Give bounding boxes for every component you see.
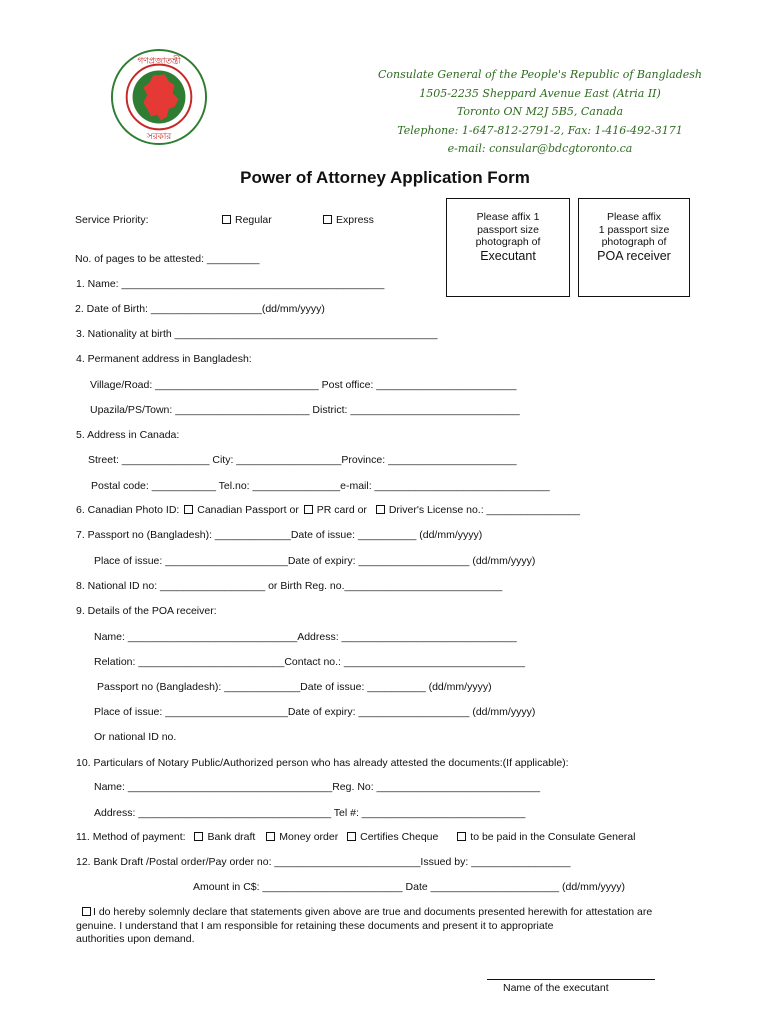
photo-box-executant (446, 198, 570, 297)
svg-text:সরকার: সরকার (146, 132, 172, 143)
poa-receiver-heading: 9. Details of the POA receiver: (76, 605, 217, 617)
nationality-field[interactable]: 3. Nationality at birth _____________________________________________ (76, 328, 438, 340)
bank-draft-checkbox[interactable] (194, 832, 203, 841)
signature-label: Name of the executant (503, 982, 609, 994)
national-id-field[interactable]: 8. National ID no: __________________ or Birth Reg. no.___________________________ (76, 580, 503, 592)
declaration (76, 906, 726, 947)
certified-cheque-label: Certifies Cheque (360, 831, 439, 843)
notary-heading: 10. Particulars of Notary Public/Authorized person who has already attested the documents:(If applicable): (76, 757, 569, 769)
passport-issue-expiry-field[interactable]: Place of issue: _____________________Date of expiry: ___________________ (dd/mm/yyyy) (94, 555, 536, 567)
consulate-header (300, 66, 770, 159)
bd-passport-field[interactable]: 7. Passport no (Bangladesh): _____________Date of issue: __________ (dd/mm/yyyy) (76, 529, 483, 541)
street-city-province-field[interactable]: Street: _______________ City: __________________Province: ______________________ (88, 454, 517, 466)
poa-national-id-field[interactable]: Or national ID no. (94, 731, 177, 743)
notary-address-tel-field[interactable]: Address: _________________________________ Tel #: ____________________________ (94, 807, 526, 819)
consulate-name: Consulate General of the People's Republic of Bangladesh (377, 68, 703, 81)
consulate-address-line1: 1505-2235 Sheppard Avenue East (Atria II) (419, 86, 661, 100)
photo-box-executant-line2: passport size (477, 223, 539, 236)
bangladesh-government-seal (110, 48, 208, 146)
photo-box-poa-line2: 1 passport size (598, 223, 670, 236)
express-label: Express (336, 214, 374, 226)
svg-text:গণপ্রজাতন্ত্রী: গণপ্রজাতন্ত্রী (137, 56, 181, 67)
photo-box-poa-receiver (578, 198, 690, 297)
pay-at-consulate-checkbox[interactable] (457, 832, 466, 841)
village-postoffice-field[interactable]: Village/Road: ____________________________ Post office: ________________________ (90, 379, 517, 391)
notary-name-reg-field[interactable]: Name: ___________________________________Reg. No: ____________________________ (94, 781, 541, 793)
money-order-label: Money order (279, 831, 339, 843)
declaration-checkbox[interactable] (82, 907, 91, 916)
photo-box-executant-line1: Please affix 1 (476, 211, 540, 223)
service-priority-label: Service Priority: (75, 214, 149, 226)
bank-draft-number-field[interactable]: 12. Bank Draft /Postal order/Pay order no: _________________________Issued by: _________________ (76, 856, 571, 868)
bank-draft-label: Bank draft (207, 831, 256, 843)
canadian-passport-checkbox[interactable] (184, 505, 193, 514)
name-field[interactable]: 1. Name: _____________________________________________ (76, 278, 385, 290)
payment-method-label: 11. Method of payment: (76, 831, 186, 843)
consulate-address-line2: Toronto ON M2J 5B5, Canada (456, 105, 624, 118)
bd-address-heading: 4. Permanent address in Bangladesh: (76, 353, 252, 365)
consulate-phone-fax: Telephone: 1-647-812-2791-2, Fax: 1-416-492-3171 (397, 123, 683, 137)
pay-at-consulate-label: to be paid in the Consulate General (470, 831, 636, 843)
photo-box-executant-line4: Executant (480, 248, 536, 263)
upazila-district-field[interactable]: Upazila/PS/Town: _______________________ District: _____________________________ (90, 404, 520, 416)
postal-tel-email-field[interactable]: Postal code: ___________ Tel.no: _______________e-mail: ______________________________ (91, 480, 550, 492)
photo-box-poa-line4: POA receiver (597, 248, 671, 263)
signature-line[interactable] (487, 979, 655, 980)
money-order-checkbox[interactable] (266, 832, 275, 841)
poa-passport-field[interactable]: Passport no (Bangladesh): _____________Date of issue: __________ (dd/mm/yyyy) (97, 681, 492, 693)
amount-date-field[interactable]: Amount in C$: ________________________ Date ______________________ (dd/mm/yyyy) (193, 881, 626, 893)
express-checkbox[interactable] (323, 215, 332, 224)
form-title: Power of Attorney Application Form (240, 168, 530, 187)
photo-box-poa-line3: photograph of (601, 236, 667, 248)
dob-field[interactable]: 2. Date of Birth: ___________________(dd/mm/yyyy) (75, 303, 325, 315)
drivers-license-field[interactable]: Driver's License no.: ________________ (388, 504, 580, 516)
pr-card-label: PR card or (316, 504, 367, 516)
regular-option[interactable] (222, 214, 272, 226)
regular-checkbox[interactable] (222, 215, 231, 224)
photo-id-label: 6. Canadian Photo ID: (76, 504, 180, 516)
photo-box-poa-line1: Please affix (606, 211, 662, 223)
declaration-line1: I do hereby solemnly declare that statements given above are true and documents presented herewith for attestation are (93, 906, 653, 918)
regular-label: Regular (235, 214, 272, 226)
photo-box-executant-line3: photograph of (475, 236, 541, 248)
certified-cheque-checkbox[interactable] (347, 832, 356, 841)
drivers-license-checkbox[interactable] (376, 505, 385, 514)
pr-card-checkbox[interactable] (304, 505, 313, 514)
declaration-line2: genuine. I understand that I am responsible for retaining these documents and present it to appropriate (76, 919, 554, 932)
poa-relation-contact-field[interactable]: Relation: _________________________Contact no.: _______________________________ (94, 656, 525, 668)
canadian-passport-label: Canadian Passport or (197, 504, 299, 516)
payment-method-row (76, 831, 635, 843)
poa-name-address-field[interactable]: Name: _____________________________Address: ______________________________ (94, 631, 517, 643)
poa-issue-expiry-field[interactable]: Place of issue: _____________________Date of expiry: ___________________ (dd/mm/yyyy) (94, 706, 536, 718)
canadian-photo-id-row (76, 504, 580, 516)
canada-address-heading: 5. Address in Canada: (76, 429, 180, 441)
pages-field[interactable]: No. of pages to be attested: _________ (75, 253, 260, 265)
consulate-email: e-mail: consular@bdcgtoronto.ca (447, 142, 633, 155)
declaration-line3: authorities upon demand. (76, 933, 195, 945)
express-option[interactable] (323, 214, 374, 226)
